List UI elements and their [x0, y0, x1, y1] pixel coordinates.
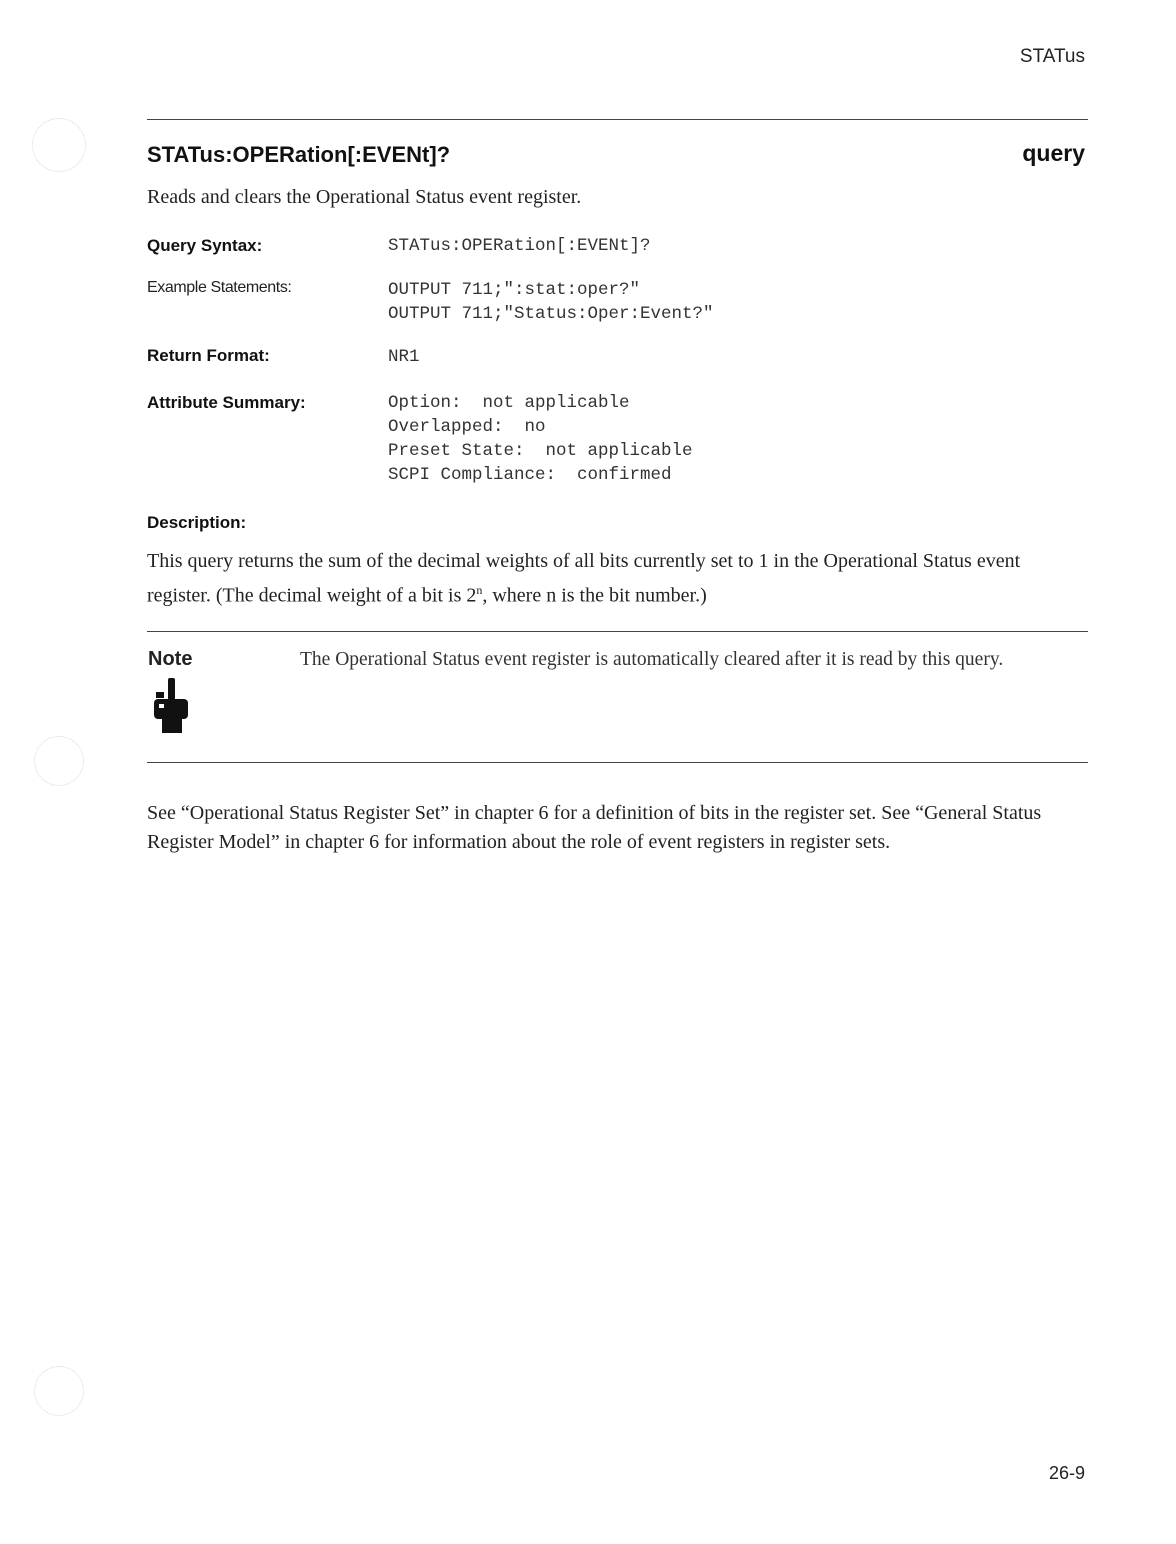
header-divider: [147, 119, 1088, 120]
example-statements-value: [388, 278, 714, 326]
description-text: This query returns the sum of the decimal weights of all bits currently set to 1 in the Operational Status event register. (The decimal weight of a bit is 2$^n$, where n is the bit number.): [147, 550, 1021, 607]
note-top-divider: [147, 631, 1088, 632]
command-type: query: [1022, 140, 1085, 166]
example-line: OUTPUT 711;":stat:oper?": [388, 280, 641, 300]
page-number: 26-9: [1048, 1463, 1085, 1483]
attribute-line: SCPI Compliance: confirmed: [388, 465, 672, 485]
command-summary: Reads and clears the Operational Status event register.: [147, 186, 582, 208]
example-statements-label: Example Statements:: [147, 279, 292, 296]
return-format-value: NR1: [388, 347, 420, 367]
note-text: The Operational Status event register is automatically cleared after it is read by this query.: [300, 649, 1004, 670]
attribute-line: Option: not applicable: [388, 393, 630, 413]
command-title: STATus:OPERation[:EVENt]?: [147, 142, 451, 167]
section-header: STATus: [1019, 46, 1085, 67]
note-bottom-divider: [147, 762, 1088, 763]
description-label: Description:: [147, 513, 247, 532]
return-format-label: Return Format:: [147, 346, 270, 365]
binder-hole-mark: [34, 1366, 84, 1416]
binder-hole-mark: [34, 736, 84, 786]
example-line: OUTPUT 711;"Status:Oper:Event?": [388, 304, 714, 324]
attribute-line: Overlapped: no: [388, 417, 546, 437]
attribute-summary-label: Attribute Summary:: [147, 393, 306, 412]
see-also-text: See “Operational Status Register Set” in chapter 6 for a definition of bits in the register set. See “General Status Register Model” in chapter 6 for information about the role of event registers in register sets.: [147, 802, 1042, 853]
query-syntax-value: STATus:OPERation[:EVENt]?: [388, 236, 651, 256]
attribute-line: Preset State: not applicable: [388, 441, 693, 461]
attribute-summary-value: [388, 391, 693, 487]
pointing-hand-icon: [150, 678, 198, 734]
query-syntax-label: Query Syntax:: [147, 236, 263, 255]
binder-hole-mark: [32, 118, 86, 172]
note-label: Note: [148, 648, 193, 670]
